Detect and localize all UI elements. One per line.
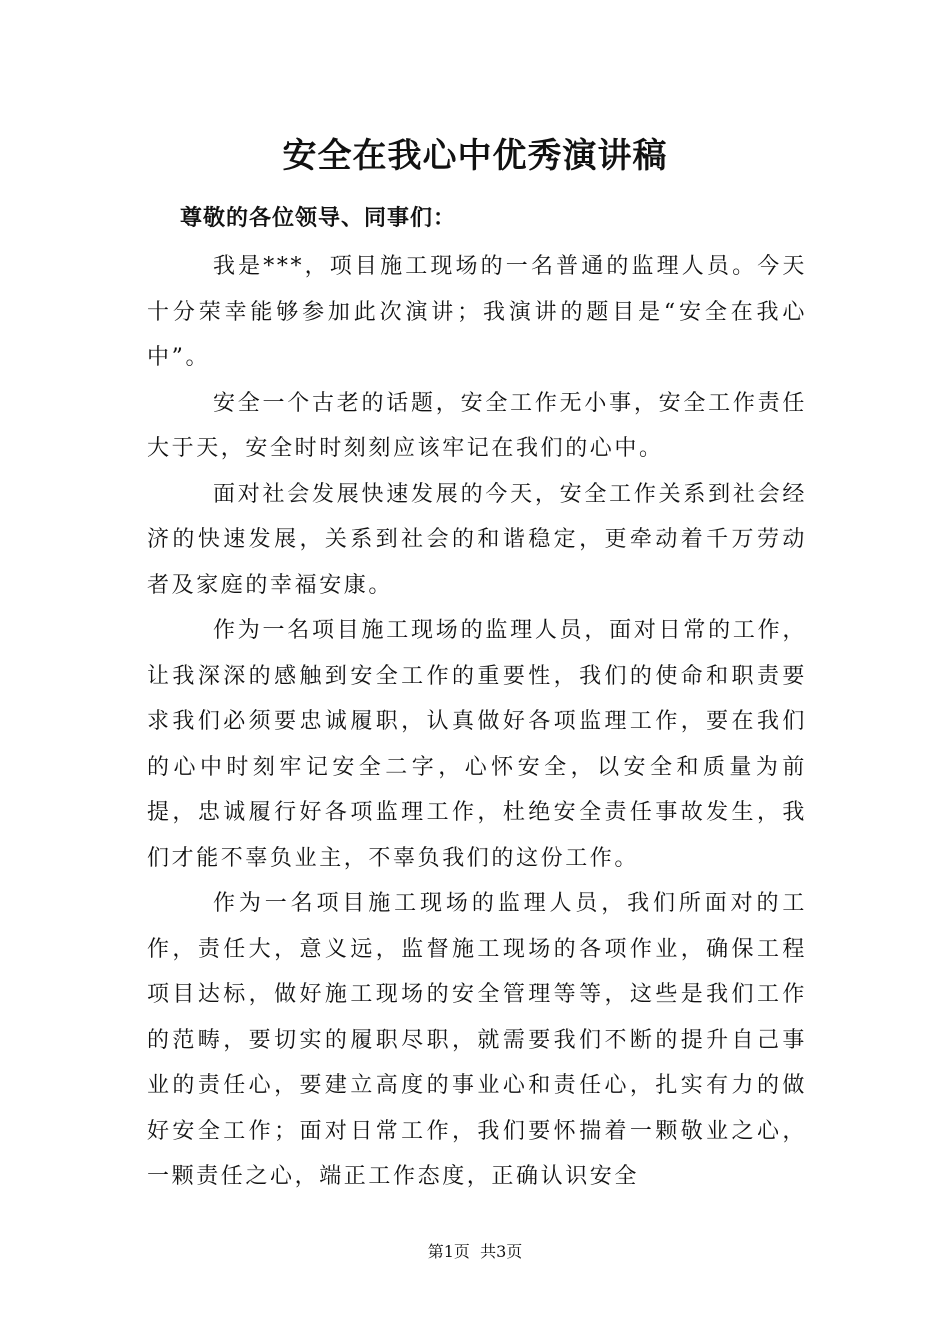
paragraph: 我是***，项目施工现场的一名普通的监理人员。今天十分荣幸能够参加此次演讲；我演讲的题目是“安全在我心中”。 <box>147 254 807 370</box>
document-body <box>147 244 807 1200</box>
document-title: 安全在我心中优秀演讲稿 <box>282 136 668 176</box>
salutation: 尊敬的各位领导、同事们： <box>180 205 457 231</box>
paragraph: 作为一名项目施工现场的监理人员，我们所面对的工作，责任大，意义远，监督施工现场的各项作业，确保工程项目达标，做好施工现场的安全管理等等，这些是我们工作的范畴，要切实的履职尽职，就需要我们不断的提升自己事业的责任心，要建立高度的事业心和责任心，扎实有力的做好安全工作；面对日常工作，我们要怀揣着一颗敬业之心，一颗责任之心，端正工作态度，正确认识安全 <box>147 891 807 1189</box>
paragraph: 安全一个古老的话题，安全工作无小事，安全工作责任大于天，安全时时刻刻应该牢记在我们的心中。 <box>147 390 807 461</box>
paragraph: 作为一名项目施工现场的监理人员，面对日常的工作，让我深深的感触到安全工作的重要性，我们的使命和职责要求我们必须要忠诚履职，认真做好各项监理工作，要在我们的心中时刻牢记安全二字，心怀安全，以安全和质量为前提，忠诚履行好各项监理工作，杜绝安全责任事故发生，我们才能不辜负业主，不辜负我们的这份工作。 <box>147 618 807 871</box>
paragraph: 面对社会发展快速发展的今天，安全工作关系到社会经济的快速发展，关系到社会的和谐稳定，更牵动着千万劳动者及家庭的幸福安康。 <box>147 481 807 598</box>
page-footer: 第1页 共3页 <box>427 1242 523 1261</box>
